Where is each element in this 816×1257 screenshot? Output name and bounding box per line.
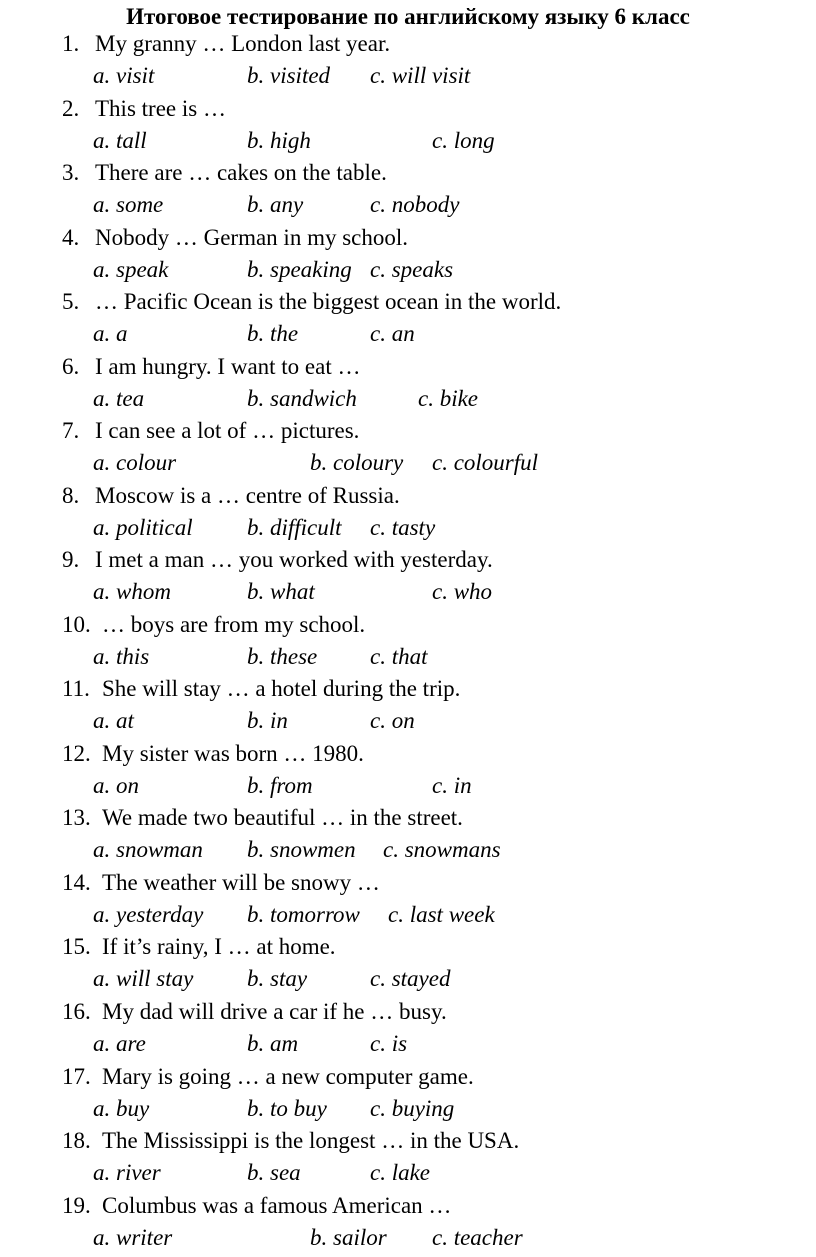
answer-option-a: a. yesterday [93, 902, 204, 927]
question-number: 17. [62, 1064, 91, 1089]
question-text: If it’s rainy, I … at home. [102, 934, 336, 959]
question-text: The Mississippi is the longest … in the USA. [102, 1128, 520, 1153]
answer-option-c: c. is [370, 1031, 408, 1056]
answer-option-a: a. on [93, 773, 139, 798]
question-number: 14. [62, 870, 91, 895]
answer-option-c: c. an [370, 321, 415, 346]
answer-option-a: a. whom [93, 579, 171, 604]
answer-option-c: c. colourful [432, 450, 539, 475]
answer-option-b: b. visited [247, 63, 331, 88]
question-number: 10. [62, 612, 91, 637]
answer-option-c: c. tasty [370, 515, 436, 540]
answer-option-c: c. on [370, 708, 415, 733]
question-text: Nobody … German in my school. [95, 225, 409, 250]
question-number: 3. [62, 160, 80, 185]
question-number: 6. [62, 354, 80, 379]
question-number: 12. [62, 741, 91, 766]
question-number: 11. [62, 676, 90, 701]
question-text: I can see a lot of … pictures. [95, 418, 360, 443]
question-text: The weather will be snowy … [102, 870, 380, 895]
question-text: I met a man … you worked with yesterday. [95, 547, 493, 572]
answer-option-a: a. visit [93, 63, 155, 88]
answer-option-c: c. in [432, 773, 472, 798]
question-text: This tree is … [95, 96, 226, 121]
answer-option-a: a. snowman [93, 837, 203, 862]
answer-option-b: b. am [247, 1031, 299, 1056]
question-number: 8. [62, 483, 80, 508]
question-number: 9. [62, 547, 80, 572]
question-text: We made two beautiful … in the street. [102, 805, 463, 830]
answer-option-b: b. the [247, 321, 299, 346]
answer-option-a: a. this [93, 644, 150, 669]
question-number: 16. [62, 999, 91, 1024]
answer-option-b: b. sailor [310, 1225, 387, 1250]
question-number: 4. [62, 225, 80, 250]
question-text: Mary is going … a new computer game. [102, 1064, 474, 1089]
answer-option-b: b. what [247, 579, 315, 604]
answer-option-a: a. are [93, 1031, 146, 1056]
answer-option-b: b. from [247, 773, 313, 798]
answer-option-b: b. stay [247, 966, 308, 991]
question-text: My dad will drive a car if he … busy. [102, 999, 447, 1024]
answer-option-a: a. at [93, 708, 134, 733]
question-text: My sister was born … 1980. [102, 741, 364, 766]
answer-option-c: c. teacher [432, 1225, 523, 1250]
answer-option-b: b. sandwich [247, 386, 357, 411]
answer-option-b: b. in [247, 708, 288, 733]
question-number: 19. [62, 1193, 91, 1218]
answer-option-a: a. a [93, 321, 128, 346]
question-number: 18. [62, 1128, 91, 1153]
answer-option-c: c. who [432, 579, 493, 604]
answer-option-a: a. tea [93, 386, 145, 411]
answer-option-c: c. speaks [370, 257, 454, 282]
answer-option-a: a. tall [93, 128, 147, 153]
answer-option-c: c. buying [370, 1096, 455, 1121]
answer-option-a: a. speak [93, 257, 169, 282]
question-text: There are … cakes on the table. [95, 160, 387, 185]
question-text: Moscow is a … centre of Russia. [95, 483, 400, 508]
question-text: … boys are from my school. [102, 612, 366, 637]
answer-option-b: b. speaking [247, 257, 352, 282]
answer-option-a: a. writer [93, 1225, 173, 1250]
answer-option-c: c. long [432, 128, 495, 153]
question-text: … Pacific Ocean is the biggest ocean in the world. [95, 289, 562, 314]
question-number: 15. [62, 934, 91, 959]
answer-option-b: b. snowmen [247, 837, 356, 862]
answer-option-b: b. coloury [310, 450, 404, 475]
question-text: I am hungry. I want to eat … [95, 354, 361, 379]
question-number: 5. [62, 289, 80, 314]
question-number: 7. [62, 418, 80, 443]
answer-option-c: c. lake [370, 1160, 431, 1185]
answer-option-b: b. tomorrow [247, 902, 360, 927]
answer-option-b: b. sea [247, 1160, 301, 1185]
answer-option-a: a. political [93, 515, 193, 540]
answer-option-a: a. river [93, 1160, 161, 1185]
question-number: 2. [62, 96, 80, 121]
question-number: 1. [62, 31, 80, 56]
answer-option-b: b. high [247, 128, 311, 153]
answer-option-c: c. will visit [370, 63, 471, 88]
answer-option-b: b. any [247, 192, 304, 217]
question-text: My granny … London last year. [95, 31, 391, 56]
question-text: Columbus was a famous American … [102, 1193, 452, 1218]
question-text: She will stay … a hotel during the trip. [102, 676, 461, 701]
answer-option-b: b. to buy [247, 1096, 327, 1121]
answer-option-a: a. buy [93, 1096, 150, 1121]
page-title: Итоговое тестирование по английскому языку 6 класс [126, 4, 690, 29]
answer-option-b: b. difficult [247, 515, 342, 540]
answer-option-a: a. some [93, 192, 164, 217]
answer-option-c: c. nobody [370, 192, 460, 217]
answer-option-c: c. stayed [370, 966, 451, 991]
answer-option-c: c. bike [418, 386, 479, 411]
answer-option-a: a. colour [93, 450, 177, 475]
answer-option-a: a. will stay [93, 966, 194, 991]
question-number: 13. [62, 805, 91, 830]
answer-option-c: c. last week [388, 902, 495, 927]
answer-option-c: c. snowmans [383, 837, 501, 862]
answer-option-c: c. that [370, 644, 428, 669]
answer-option-b: b. these [247, 644, 318, 669]
